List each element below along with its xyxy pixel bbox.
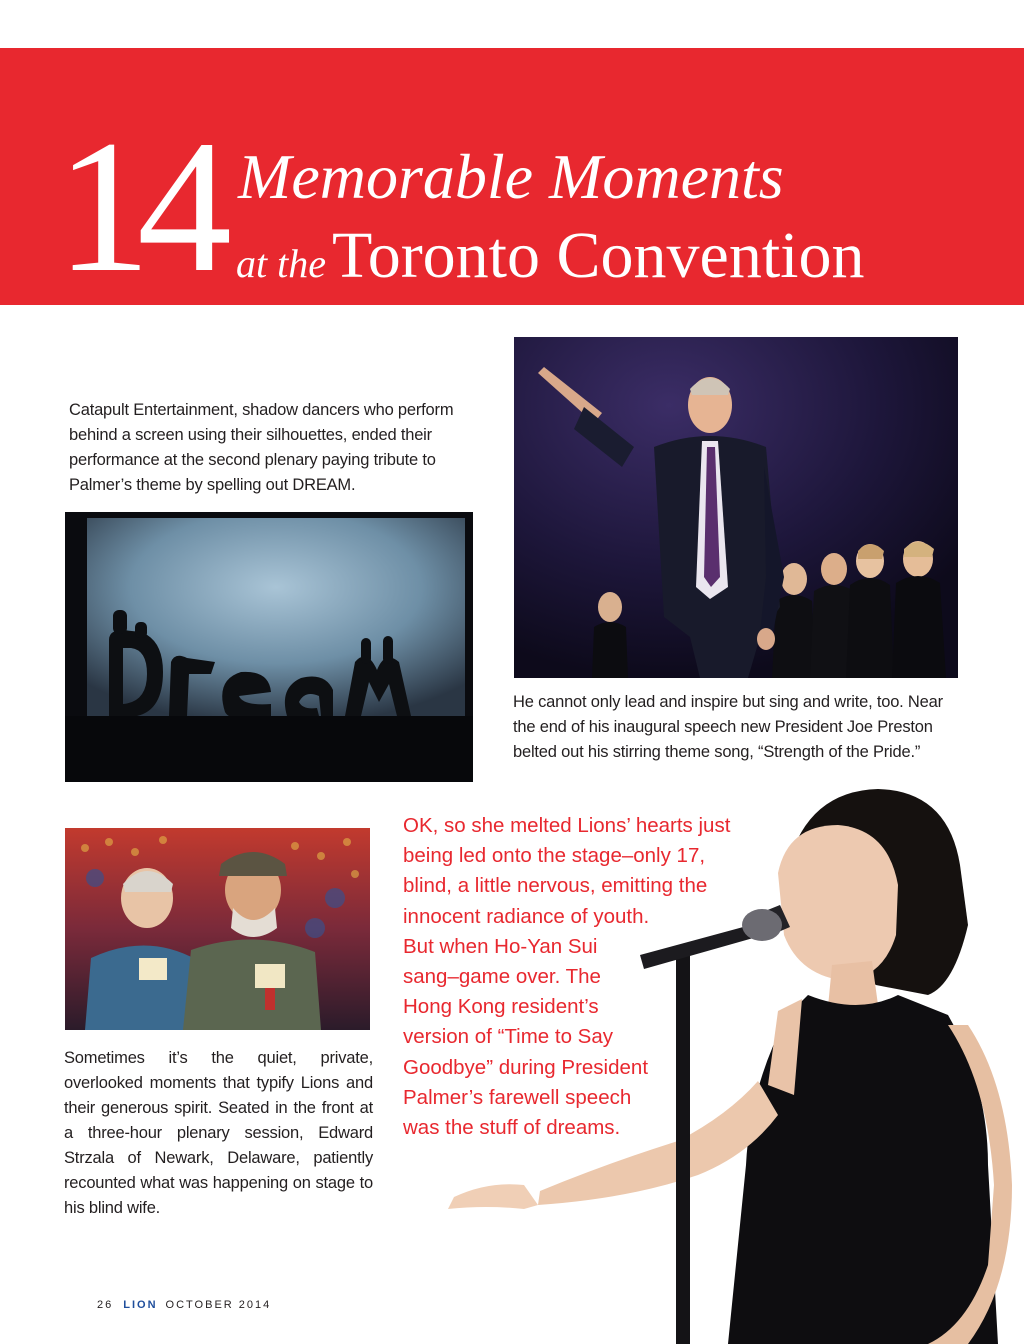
pull-quote-line: blind, a little nervous, emitting the — [403, 874, 708, 898]
pull-quote-line: Goodbye” during President — [403, 1055, 649, 1079]
photo-dream-shadow-dancers — [65, 512, 473, 782]
title-line-2-small: at the — [236, 241, 326, 286]
issue-date: OCTOBER 2014 — [165, 1299, 272, 1311]
magazine-brand: LION — [123, 1299, 158, 1311]
pull-quote-line: being led onto the stage–only 17, — [403, 844, 706, 868]
pull-quote-line: version of “Time to Say — [403, 1025, 614, 1049]
photo-audience-couple — [65, 828, 370, 1030]
title-line-2 — [236, 218, 865, 294]
pull-quote-line: Palmer’s farewell speech — [403, 1085, 632, 1109]
caption-shadow-dancers: Catapult Entertainment, shadow dancers who perform behind a screen using their silhouettes, ended their performance at the second plenary paying tribute to Palmer’s theme by spelling out DREAM. — [69, 401, 454, 494]
title-banner — [0, 48, 1024, 312]
pull-quote-line: OK, so she melted Lions’ hearts just — [403, 814, 731, 837]
title-line-1: Memorable Moments — [238, 141, 784, 212]
page-footer — [97, 1299, 271, 1311]
photo-president-singing — [514, 337, 958, 678]
pull-quote-line: innocent radiance of youth. — [403, 904, 650, 928]
pull-quote-line: sang–game over. The — [403, 965, 601, 989]
pull-quote-line: But when Ho-Yan Sui — [403, 934, 598, 958]
title-line-2-large: Toronto Convention — [331, 219, 865, 292]
pull-quote — [403, 811, 763, 1143]
page-number: 26 — [97, 1299, 114, 1311]
pull-quote-line: was the stuff of dreams. — [403, 1116, 621, 1140]
title-number: 14 — [56, 102, 218, 312]
caption-quiet-moments: Sometimes it’s the quiet, private, overlooked moments that typify Lions and their generous spirit. Seated in the front at a three-hour plenary session, Edward Strzala of Newark, Delaware, patiently recounted what was happening on stage to his blind wife. — [64, 1049, 373, 1217]
caption-president: He cannot only lead and inspire but sing and write, too. Near the end of his inaugural speech new President Joe Preston belted out his stirring theme song, “Strength of the Pride.” — [513, 693, 943, 761]
pull-quote-line: Hong Kong resident’s — [403, 995, 599, 1019]
